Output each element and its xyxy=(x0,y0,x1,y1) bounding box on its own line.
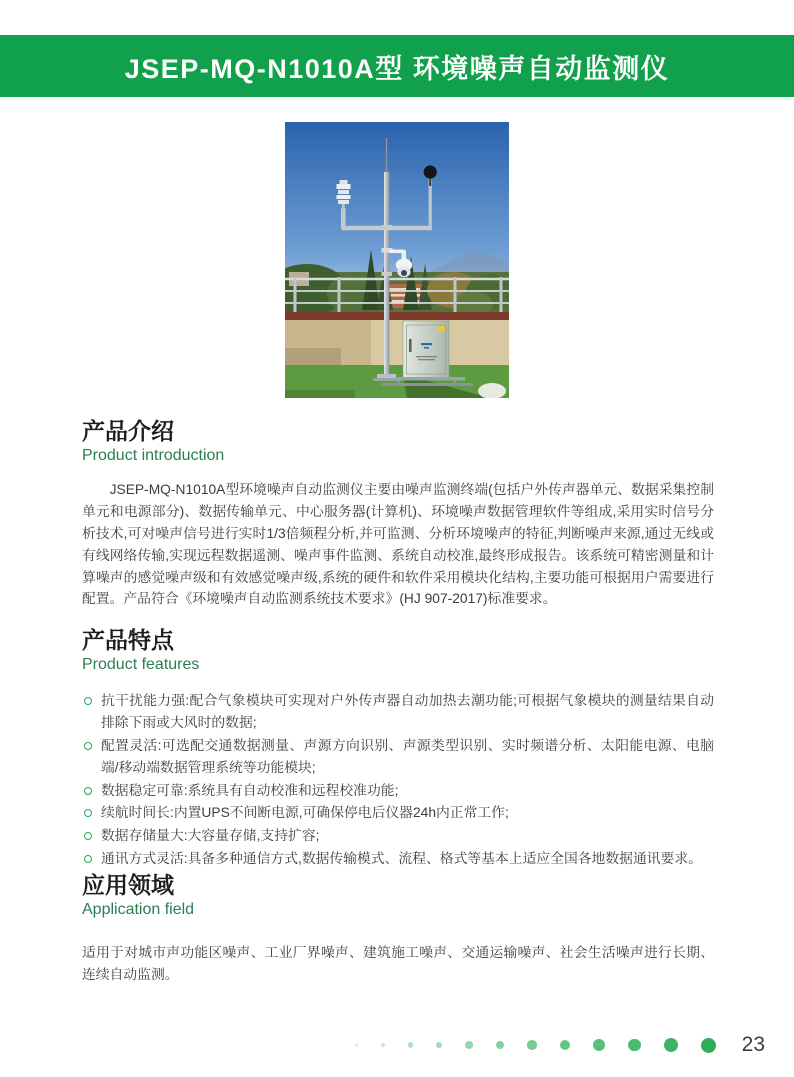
progress-dot xyxy=(355,1044,358,1047)
section-product-features xyxy=(82,627,714,871)
feature-item: 数据存储量大:大容量存储,支持扩容; xyxy=(82,825,714,847)
feature-item: 通讯方式灵活:具备多种通信方式,数据传输模式、流程、格式等基本上适应全国各地数据通讯要求。 xyxy=(82,848,714,870)
section-application-field xyxy=(82,872,714,986)
page-footer xyxy=(355,1030,765,1060)
footer-dots xyxy=(355,1038,742,1053)
feature-item: 数据稳定可靠:系统具有自动校准和远程校准功能; xyxy=(82,780,714,802)
section-heading-zh: 产品特点 xyxy=(82,627,174,653)
application-paragraph: 适用于对城市声功能区噪声、工业厂界噪声、建筑施工噪声、交通运输噪声、社会生活噪声进行长期、连续自动监测。 xyxy=(82,945,714,983)
section-heading-en: Product introduction xyxy=(82,447,225,465)
progress-dot xyxy=(496,1041,504,1049)
section-heading-zh: 产品介绍 xyxy=(82,418,174,444)
section-heading-zh: 应用领域 xyxy=(82,872,174,898)
introduction-paragraph: JSEP-MQ-N1010A型环境噪声自动监测仪主要由噪声监测终端(包括户外传声器单元、数据采集控制单元和电源部分)、数据传输单元、中心服务器(计算机)、环境噪声数据管理软件等组成,采用实时信号分析技术,可对噪声信号进行实时1/3倍频程分析,并可监测、分析环境噪声的特征,判断噪声来源,通过无线或有线网络传输,实现远程数据遥测、噪声事件监测、系统自动校准,最终形成报告。该系统可精密测量和计算噪声的感觉噪声级和有效感觉噪声级,系统的硬件和软件采用模块化结构,主要功能可根据用户需要进行配置。产品符合《环境噪声自动监测系统技术要求》(HJ 907-2017)标准要求。 xyxy=(82,482,714,607)
page-number: 23 xyxy=(741,1033,765,1056)
feature-list xyxy=(82,690,714,869)
product-photo xyxy=(285,122,509,398)
progress-dot xyxy=(560,1040,571,1051)
progress-dot xyxy=(527,1040,537,1050)
feature-item: 配置灵活:可选配交通数据测量、声源方向识别、声源类型识别、实时频谱分析、太阳能电源、电脑端/移动端数据管理系统等功能模块; xyxy=(82,735,714,779)
progress-dot xyxy=(436,1042,442,1048)
progress-dot xyxy=(408,1042,413,1047)
progress-dot xyxy=(701,1038,716,1053)
page-title: JSEP-MQ-N1010A型 环境噪声自动监测仪 xyxy=(124,53,670,84)
product-photo-illustration xyxy=(285,122,509,398)
progress-dot xyxy=(664,1038,678,1052)
progress-dot xyxy=(381,1043,385,1047)
section-product-introduction xyxy=(82,418,714,610)
section-heading-en: Application field xyxy=(82,901,195,919)
progress-dot xyxy=(628,1039,641,1052)
page-banner xyxy=(0,35,794,97)
feature-item: 续航时间长:内置UPS不间断电源,可确保停电后仪器24h内正常工作; xyxy=(82,802,714,824)
feature-item: 抗干扰能力强:配合气象模块可实现对户外传声器自动加热去潮功能;可根据气象模块的测量结果自动排除下雨或大风时的数据; xyxy=(82,690,714,734)
progress-dot xyxy=(593,1039,605,1051)
parapet-wall xyxy=(285,312,509,370)
section-heading-en: Product features xyxy=(82,656,200,674)
progress-dot xyxy=(465,1041,472,1048)
